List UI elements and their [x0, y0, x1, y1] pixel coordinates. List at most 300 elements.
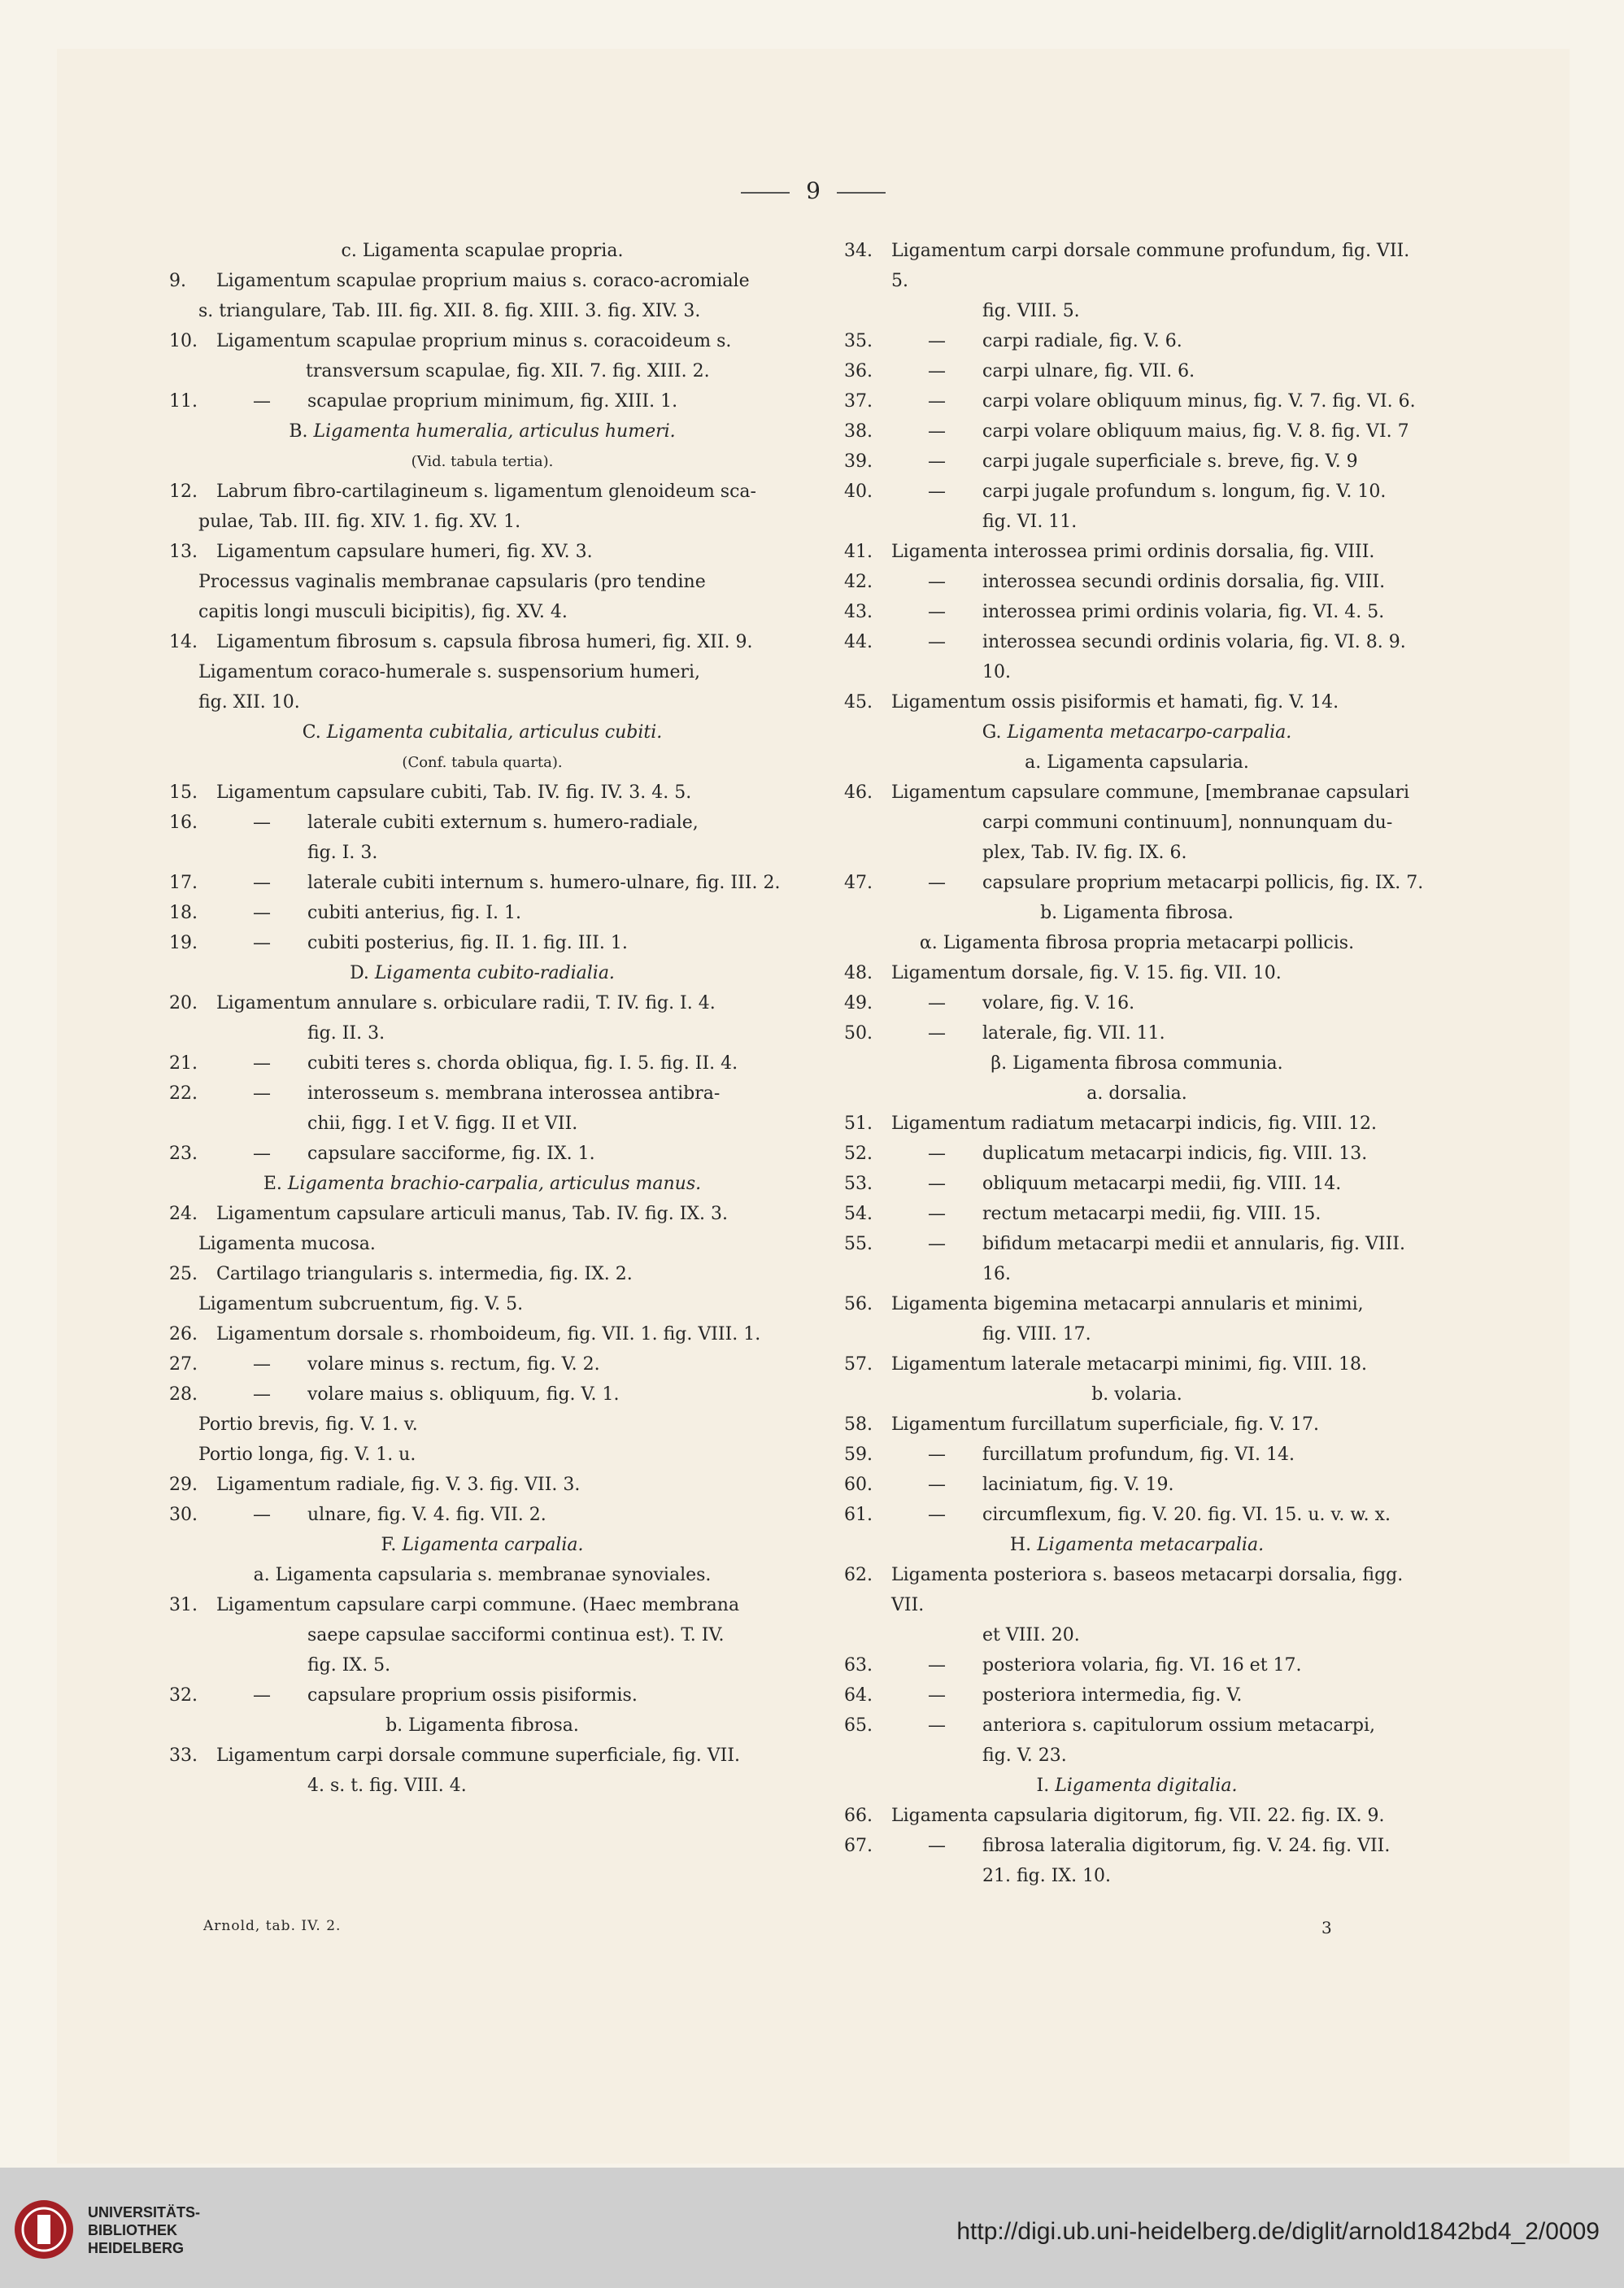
ditto-mark: [891, 838, 982, 868]
section-heading: [844, 1530, 1430, 1560]
ditto-mark: —: [928, 632, 946, 652]
entry-number: [844, 838, 891, 868]
ditto-mark: —: [253, 1685, 271, 1706]
entry-text: saepe capsulae sacciformi continua est). T. IV.: [307, 1625, 725, 1645]
ditto-mark: [891, 808, 982, 838]
ligament-entry: [844, 1560, 1430, 1620]
entry-number: 26.: [169, 1324, 198, 1344]
entry-number: 32.: [169, 1685, 198, 1706]
entry-number: 52.: [844, 1144, 873, 1164]
entry-text: bifidum metacarpi medii et annularis, fig. VIII. 16.: [982, 1234, 1405, 1284]
section-letter: G.: [982, 722, 1008, 743]
entry-text: furcillatum profundum, fig. VI. 14.: [982, 1445, 1295, 1465]
section-letter: F.: [381, 1535, 403, 1555]
subsection-heading: [844, 1379, 1430, 1410]
signature-mark: 3: [1321, 1918, 1332, 1937]
entry-number: 54.: [844, 1204, 873, 1224]
ditto-mark: —: [928, 1836, 946, 1856]
entry-number: [844, 1741, 891, 1771]
subsection-marker: a.: [1086, 1083, 1104, 1104]
entry-text: carpi volare obliquum minus, fig. V. 7. fig. VI. 6.: [982, 391, 1416, 412]
section-heading: c. Ligamenta scapulae propria.: [341, 241, 624, 261]
entry-text: volare maius s. obliquum, fig. V. 1.: [307, 1384, 620, 1405]
ditto-mark: —: [928, 1505, 946, 1525]
section-heading: [844, 717, 1430, 747]
ligament-entry: [844, 988, 1430, 1018]
entry-text: carpi volare obliquum maius, fig. V. 8. fig. VI. 7: [982, 421, 1409, 442]
entry-text: cubiti teres s. chorda obliqua, fig. I. 5. fig. II. 4.: [307, 1053, 738, 1074]
entry-text: Ligamenta bigemina metacarpi annularis et minimi,: [891, 1294, 1364, 1314]
ditto-mark: [216, 838, 307, 868]
entry-text: interosseum s. membrana interossea antibra-: [307, 1083, 721, 1104]
entry-number: 16.: [169, 813, 198, 833]
entry-number: 43.: [844, 602, 873, 622]
section-heading: [169, 1530, 795, 1560]
ligament-entry: [844, 627, 1430, 687]
entry-number: 42.: [844, 572, 873, 592]
entry-text: fig. I. 3.: [307, 843, 378, 863]
entry-text: Ligamentum furcillatum superficiale, fig. V. 17.: [891, 1414, 1320, 1435]
entry-text: carpi ulnare, fig. VII. 6.: [982, 361, 1195, 381]
section-letter: B.: [289, 421, 314, 442]
ligament-entry: [844, 567, 1430, 597]
ligament-entry: [169, 898, 795, 928]
entry-number: 34.: [844, 241, 873, 261]
page-number: 9: [57, 177, 1570, 204]
entry-text: duplicatum metacarpi indicis, fig. VIII. 13.: [982, 1144, 1368, 1164]
entry-text: interossea secundi ordinis volaria, fig. VI. 8. 9. 10.: [982, 632, 1406, 682]
entry-number: 39.: [844, 451, 873, 472]
entry-number: 65.: [844, 1715, 873, 1736]
entry-number: [169, 1018, 216, 1048]
entry-text: anteriora s. capitulorum ossium metacarpi,: [982, 1715, 1376, 1736]
ditto-mark: —: [928, 602, 946, 622]
entry-number: 13.: [169, 542, 198, 562]
section-title: Ligamenta carpalia.: [402, 1535, 584, 1555]
entry-text: volare, fig. V. 16.: [982, 993, 1135, 1013]
ligament-entry: [169, 1319, 795, 1349]
entry-continuation: fig. XII. 10.: [198, 692, 300, 713]
library-name-line: UNIVERSITÄTS-: [88, 2204, 201, 2220]
ligament-entry: [169, 1620, 795, 1650]
entry-number: [844, 1620, 891, 1650]
entry-text: Ligamentum capsulare carpi commune. (Haec membrana: [216, 1595, 740, 1615]
section-letter: D.: [350, 963, 375, 983]
entry-number: 57.: [844, 1354, 873, 1375]
ditto-mark: —: [928, 1685, 946, 1706]
entry-number: 60.: [844, 1475, 873, 1495]
ligament-entry: [844, 1229, 1430, 1289]
ditto-mark: [891, 1741, 982, 1771]
ligament-entry: [169, 808, 795, 838]
ligament-entry: [844, 687, 1430, 717]
entry-text: laciniatum, fig. V. 19.: [982, 1475, 1174, 1495]
ligament-entry: [844, 1861, 1430, 1891]
section-title: Ligamenta digitalia.: [1055, 1776, 1238, 1796]
entry-text: capsulare proprium metacarpi pollicis, fig. IX. 7.: [982, 873, 1424, 893]
entry-number: 35.: [844, 331, 873, 351]
entry-text: Ligamentum annulare s. orbiculare radii, T. IV. fig. I. 4.: [216, 993, 716, 1013]
entry-number: 62.: [844, 1565, 873, 1585]
entry-number: 46.: [844, 782, 873, 803]
entry-text: interossea secundi ordinis dorsalia, fig. VIII.: [982, 572, 1386, 592]
ditto-mark: —: [253, 873, 271, 893]
ligament-entry: [169, 1259, 795, 1289]
library-logo-icon: [13, 2199, 75, 2260]
section-title: Ligamenta brachio-carpalia, articulus manus.: [287, 1174, 702, 1194]
ligament-entry: [844, 1109, 1430, 1139]
entry-number: 47.: [844, 873, 873, 893]
ligament-entry: [844, 1500, 1430, 1530]
ligament-entry: [169, 1379, 795, 1410]
entry-text: Ligamentum capsulare articuli manus, Tab. IV. fig. IX. 3.: [216, 1204, 729, 1224]
entry-text: scapulae proprium minimum, fig. XIII. 1.: [307, 391, 678, 412]
ligament-entry: [844, 477, 1430, 507]
ligament-entry: [844, 356, 1430, 386]
ligament-entry: [844, 236, 1430, 296]
section-heading: a. Ligamenta capsularia.: [1025, 752, 1249, 773]
entry-text: circumflexum, fig. V. 20. fig. VI. 15. u. v. w. x.: [982, 1505, 1391, 1525]
ligament-entry: [169, 1590, 795, 1620]
ligament-entry: [169, 868, 795, 898]
library-banner: [0, 2168, 1624, 2288]
ditto-mark: —: [928, 331, 946, 351]
entry-text: cubiti anterius, fig. I. 1.: [307, 903, 522, 923]
entry-number: [169, 1620, 216, 1650]
ditto-mark: —: [928, 1174, 946, 1194]
entry-continuation: transversum scapulae, fig. XII. 7. fig. XIII. 2.: [306, 361, 710, 381]
ditto-mark: —: [253, 1144, 271, 1164]
entry-text: Ligamentum capsulare cubiti, Tab. IV. fig. IV. 3. 4. 5.: [216, 782, 692, 803]
ligament-entry: [844, 1801, 1430, 1831]
section-letter: H.: [1009, 1535, 1038, 1555]
entry-number: 50.: [844, 1023, 873, 1044]
section-reference: (Conf. tabula quarta).: [402, 754, 563, 771]
ditto-mark: [891, 507, 982, 537]
section-heading: [169, 958, 795, 988]
entry-number: 58.: [844, 1414, 873, 1435]
entry-text: fig. IX. 5.: [307, 1655, 391, 1676]
entry-text: capsulare sacciforme, fig. IX. 1.: [307, 1144, 595, 1164]
entry-number: 29.: [169, 1475, 198, 1495]
entry-number: [844, 1319, 891, 1349]
entry-number: 40.: [844, 482, 873, 502]
section-letter: E.: [263, 1174, 288, 1194]
ligament-entry: [169, 326, 795, 356]
entry-text: carpi communi continuum], nonnunquam du-: [982, 813, 1393, 833]
subsection-heading: [844, 1079, 1430, 1109]
subsection-title: dorsalia.: [1108, 1083, 1187, 1104]
footer-left-note: Arnold, tab. IV. 2.: [203, 1918, 342, 1934]
ligament-entry: [844, 416, 1430, 447]
ligament-entry: [844, 1319, 1430, 1349]
ligament-entry: [844, 1169, 1430, 1199]
ligament-entry: [169, 778, 795, 808]
subsection-marker: α.: [919, 933, 938, 953]
entry-number: 41.: [844, 542, 873, 562]
ligament-entry: [844, 507, 1430, 537]
ditto-mark: —: [928, 361, 946, 381]
entry-number: 11.: [169, 391, 198, 412]
ditto-mark: —: [253, 1354, 271, 1375]
entry-text: Ligamentum scapulae proprium maius s. coraco-acromiale: [216, 271, 750, 291]
right-column: [844, 236, 1430, 1891]
ligament-entry: [844, 1199, 1430, 1229]
ditto-mark: —: [253, 1053, 271, 1074]
entry-number: [169, 838, 216, 868]
entry-text: fig. V. 23.: [982, 1745, 1067, 1766]
ditto-mark: [891, 1620, 982, 1650]
ditto-mark: —: [928, 873, 946, 893]
ditto-mark: —: [928, 1715, 946, 1736]
entry-number: 67.: [844, 1836, 873, 1856]
entry-text: Cartilago triangularis s. intermedia, fig. IX. 2.: [216, 1264, 633, 1284]
ligament-entry: [844, 1018, 1430, 1048]
entry-number: 20.: [169, 993, 198, 1013]
library-name-line: BIBLIOTHEK: [88, 2222, 177, 2238]
ligament-entry: [169, 477, 795, 507]
entry-text: fig. VIII. 5.: [982, 301, 1080, 321]
entry-text: Ligamenta interossea primi ordinis dorsalia, fig. VIII.: [891, 542, 1375, 562]
entry-number: 48.: [844, 963, 873, 983]
ligament-entry: [169, 266, 795, 296]
subsection-title: Ligamenta fibrosa communia.: [1012, 1053, 1283, 1074]
ditto-mark: —: [928, 1475, 946, 1495]
ligament-entry: [844, 1711, 1430, 1741]
entry-text: obliquum metacarpi medii, fig. VIII. 14.: [982, 1174, 1342, 1194]
ditto-mark: —: [928, 1655, 946, 1676]
ligament-entry: [169, 1741, 795, 1771]
entry-text: capsulare proprium ossis pisiformis.: [307, 1685, 638, 1706]
entry-text: et VIII. 20.: [982, 1625, 1080, 1645]
entry-number: 37.: [844, 391, 873, 412]
entry-text: Ligamentum scapulae proprium minus s. coracoideum s.: [216, 331, 732, 351]
entry-number: 9.: [169, 271, 186, 291]
entry-number: [169, 1771, 216, 1801]
entry-text: Ligamentum capsulare commune, [membranae capsulari: [891, 782, 1410, 803]
entry-number: 19.: [169, 933, 198, 953]
ligament-entry: [844, 1289, 1430, 1319]
ligament-entry: [169, 1109, 795, 1139]
ligament-entry: [844, 1410, 1430, 1440]
entry-text: Ligamentum dorsale, fig. V. 15. fig. VII. 10.: [891, 963, 1282, 983]
ditto-mark: —: [928, 1144, 946, 1164]
entry-number: 56.: [844, 1294, 873, 1314]
ligament-entry: [169, 1079, 795, 1109]
entry-text: Ligamenta posteriora s. baseos metacarpi dorsalia, figg. VII.: [891, 1565, 1404, 1615]
entry-text: laterale cubiti internum s. humero-ulnare, fig. III. 2.: [307, 873, 781, 893]
ditto-mark: [891, 1319, 982, 1349]
ditto-mark: [216, 1620, 307, 1650]
entry-number: [844, 808, 891, 838]
entry-number: 31.: [169, 1595, 198, 1615]
section-heading: [169, 416, 795, 447]
entry-text: ulnare, fig. V. 4. fig. VII. 2.: [307, 1505, 546, 1525]
entry-text: fig. VIII. 17.: [982, 1324, 1091, 1344]
entry-text: Ligamentum dorsale s. rhomboideum, fig. VII. 1. fig. VIII. 1.: [216, 1324, 761, 1344]
entry-text: laterale cubiti externum s. humero-radiale,: [307, 813, 699, 833]
subsection-title: volaria.: [1114, 1384, 1182, 1405]
entry-text: 4. s. t. fig. VIII. 4.: [307, 1776, 467, 1796]
entry-number: 59.: [844, 1445, 873, 1465]
section-heading: [169, 1169, 795, 1199]
ligament-entry: [844, 808, 1430, 838]
entry-text: Ligamentum radiatum metacarpi indicis, fig. VIII. 12.: [891, 1113, 1378, 1134]
section-heading: a. Ligamenta capsularia s. membranae synoviales.: [253, 1565, 712, 1585]
ligament-entry: [169, 1650, 795, 1680]
ligament-entry: [844, 958, 1430, 988]
entry-continuation: Portio brevis, fig. V. 1. v.: [198, 1414, 418, 1435]
entry-continuation: Ligamenta mucosa.: [198, 1234, 376, 1254]
entry-number: [169, 1650, 216, 1680]
entry-text: Ligamentum fibrosum s. capsula fibrosa humeri, fig. XII. 9.: [216, 632, 753, 652]
entry-text: interossea primi ordinis volaria, fig. VI. 4. 5.: [982, 602, 1385, 622]
entry-text: chii, figg. I et V. figg. II et VII.: [307, 1113, 578, 1134]
section-reference: (Vid. tabula tertia).: [411, 453, 554, 470]
subsection-marker: β.: [991, 1053, 1008, 1074]
ditto-mark: [216, 1018, 307, 1048]
ditto-mark: —: [928, 1234, 946, 1254]
entry-text: Ligamentum capsulare humeri, fig. XV. 3.: [216, 542, 593, 562]
left-column: [169, 236, 795, 1801]
ligament-entry: [169, 928, 795, 958]
section-heading: b. Ligamenta fibrosa.: [385, 1715, 579, 1736]
entry-text: posteriora volaria, fig. VI. 16 et 17.: [982, 1655, 1302, 1676]
entry-text: Ligamentum radiale, fig. V. 3. fig. VII. 3.: [216, 1475, 581, 1495]
entry-number: 53.: [844, 1174, 873, 1194]
entry-number: 21.: [169, 1053, 198, 1074]
ditto-mark: —: [253, 903, 271, 923]
entry-text: Ligamentum carpi dorsale commune superficiale, fig. VII.: [216, 1745, 741, 1766]
entry-text: cubiti posterius, fig. II. 1. fig. III. 1.: [307, 933, 628, 953]
scanned-page: [57, 49, 1570, 2164]
entry-text: carpi jugale superficiale s. breve, fig. V. 9: [982, 451, 1358, 472]
entry-number: 44.: [844, 632, 873, 652]
ligament-entry: [169, 627, 795, 657]
ligament-entry: [844, 537, 1430, 567]
entry-continuation: Ligamentum subcruentum, fig. V. 5.: [198, 1294, 524, 1314]
ligament-entry: [169, 838, 795, 868]
source-url-link[interactable]: http://digi.ub.uni-heidelberg.de/diglit/arnold1842bd4_2/0009: [956, 2218, 1600, 2245]
entry-text: Ligamentum carpi dorsale commune profundum, fig. VII. 5.: [891, 241, 1410, 291]
entry-text: carpi radiale, fig. V. 6.: [982, 331, 1182, 351]
ditto-mark: —: [253, 1505, 271, 1525]
ditto-mark: —: [928, 391, 946, 412]
ditto-mark: —: [928, 1023, 946, 1044]
entry-continuation: capitis longi musculi bicipitis), fig. XV. 4.: [198, 602, 568, 622]
ditto-mark: —: [928, 1445, 946, 1465]
entry-number: 15.: [169, 782, 198, 803]
ligament-entry: [169, 1470, 795, 1500]
ditto-mark: [891, 1861, 982, 1891]
ligament-entry: [169, 1680, 795, 1711]
entry-text: fig. VI. 11.: [982, 512, 1078, 532]
ditto-mark: [216, 1771, 307, 1801]
ligament-entry: [844, 1831, 1430, 1861]
section-title: Ligamenta metacarpalia.: [1037, 1535, 1265, 1555]
entry-number: 17.: [169, 873, 198, 893]
ditto-mark: —: [928, 421, 946, 442]
ligament-entry: [169, 537, 795, 567]
entry-number: [844, 507, 891, 537]
ligament-entry: [169, 1139, 795, 1169]
ligament-entry: [844, 447, 1430, 477]
subsection-title: Ligamenta fibrosa propria metacarpi pollicis.: [943, 933, 1355, 953]
section-letter: C.: [302, 722, 327, 743]
ligament-entry: [169, 1048, 795, 1079]
entry-text: carpi jugale profundum s. longum, fig. V. 10.: [982, 482, 1387, 502]
entry-number: 51.: [844, 1113, 873, 1134]
ditto-mark: [891, 296, 982, 326]
entry-number: 61.: [844, 1505, 873, 1525]
entry-number: 55.: [844, 1234, 873, 1254]
entry-text: volare minus s. rectum, fig. V. 2.: [307, 1354, 600, 1375]
ligament-entry: [844, 1139, 1430, 1169]
ligament-entry: [844, 386, 1430, 416]
ligament-entry: [169, 1018, 795, 1048]
entry-number: 30.: [169, 1505, 198, 1525]
ditto-mark: —: [253, 391, 271, 412]
section-letter: I.: [1036, 1776, 1056, 1796]
entry-text: Ligamenta capsularia digitorum, fig. VII. 22. fig. IX. 9.: [891, 1806, 1385, 1826]
library-name-line: HEIDELBERG: [88, 2240, 185, 2256]
section-title: Ligamenta cubitalia, articulus cubiti.: [326, 722, 663, 743]
ligament-entry: [169, 1500, 795, 1530]
ditto-mark: —: [928, 572, 946, 592]
entry-number: 38.: [844, 421, 873, 442]
entry-text: Ligamentum laterale metacarpi minimi, fig. VIII. 18.: [891, 1354, 1368, 1375]
entry-text: fibrosa lateralia digitorum, fig. V. 24. fig. VII.: [982, 1836, 1391, 1856]
entry-text: plex, Tab. IV. fig. IX. 6.: [982, 843, 1187, 863]
subsection-marker: b.: [1091, 1384, 1109, 1405]
entry-number: [844, 1861, 891, 1891]
ditto-mark: —: [253, 1083, 271, 1104]
entry-text: Labrum fibro-cartilagineum s. ligamentum glenoideum sca-: [216, 482, 756, 502]
entry-continuation: s. triangulare, Tab. III. fig. XII. 8. fig. XIII. 3. fig. XIV. 3.: [198, 301, 701, 321]
ditto-mark: —: [253, 1384, 271, 1405]
ditto-mark: —: [928, 451, 946, 472]
ligament-entry: [844, 838, 1430, 868]
entry-number: 23.: [169, 1144, 198, 1164]
entry-number: 22.: [169, 1083, 198, 1104]
section-title: Ligamenta cubito-radialia.: [374, 963, 615, 983]
ligament-entry: [169, 1771, 795, 1801]
ditto-mark: —: [253, 813, 271, 833]
ditto-mark: [216, 1650, 307, 1680]
entry-number: 27.: [169, 1354, 198, 1375]
ditto-mark: —: [928, 993, 946, 1013]
entry-number: 49.: [844, 993, 873, 1013]
entry-continuation: pulae, Tab. III. fig. XIV. 1. fig. XV. 1.: [198, 512, 521, 532]
ligament-entry: [844, 296, 1430, 326]
ligament-entry: [169, 1199, 795, 1229]
ligament-entry: [844, 868, 1430, 898]
ligament-entry: [169, 386, 795, 416]
section-title: Ligamenta metacarpo-carpalia.: [1007, 722, 1292, 743]
entry-number: [844, 296, 891, 326]
ditto-mark: —: [928, 482, 946, 502]
ligament-entry: [169, 1349, 795, 1379]
ligament-entry: [844, 1470, 1430, 1500]
entry-text: fig. II. 3.: [307, 1023, 385, 1044]
ditto-mark: [216, 1109, 307, 1139]
entry-number: 28.: [169, 1384, 198, 1405]
ligament-entry: [844, 778, 1430, 808]
ligament-entry: [844, 1741, 1430, 1771]
entry-text: posteriora intermedia, fig. V.: [982, 1685, 1243, 1706]
ligament-entry: [169, 988, 795, 1018]
entry-continuation: Ligamentum coraco-humerale s. suspensorium humeri,: [198, 662, 701, 682]
